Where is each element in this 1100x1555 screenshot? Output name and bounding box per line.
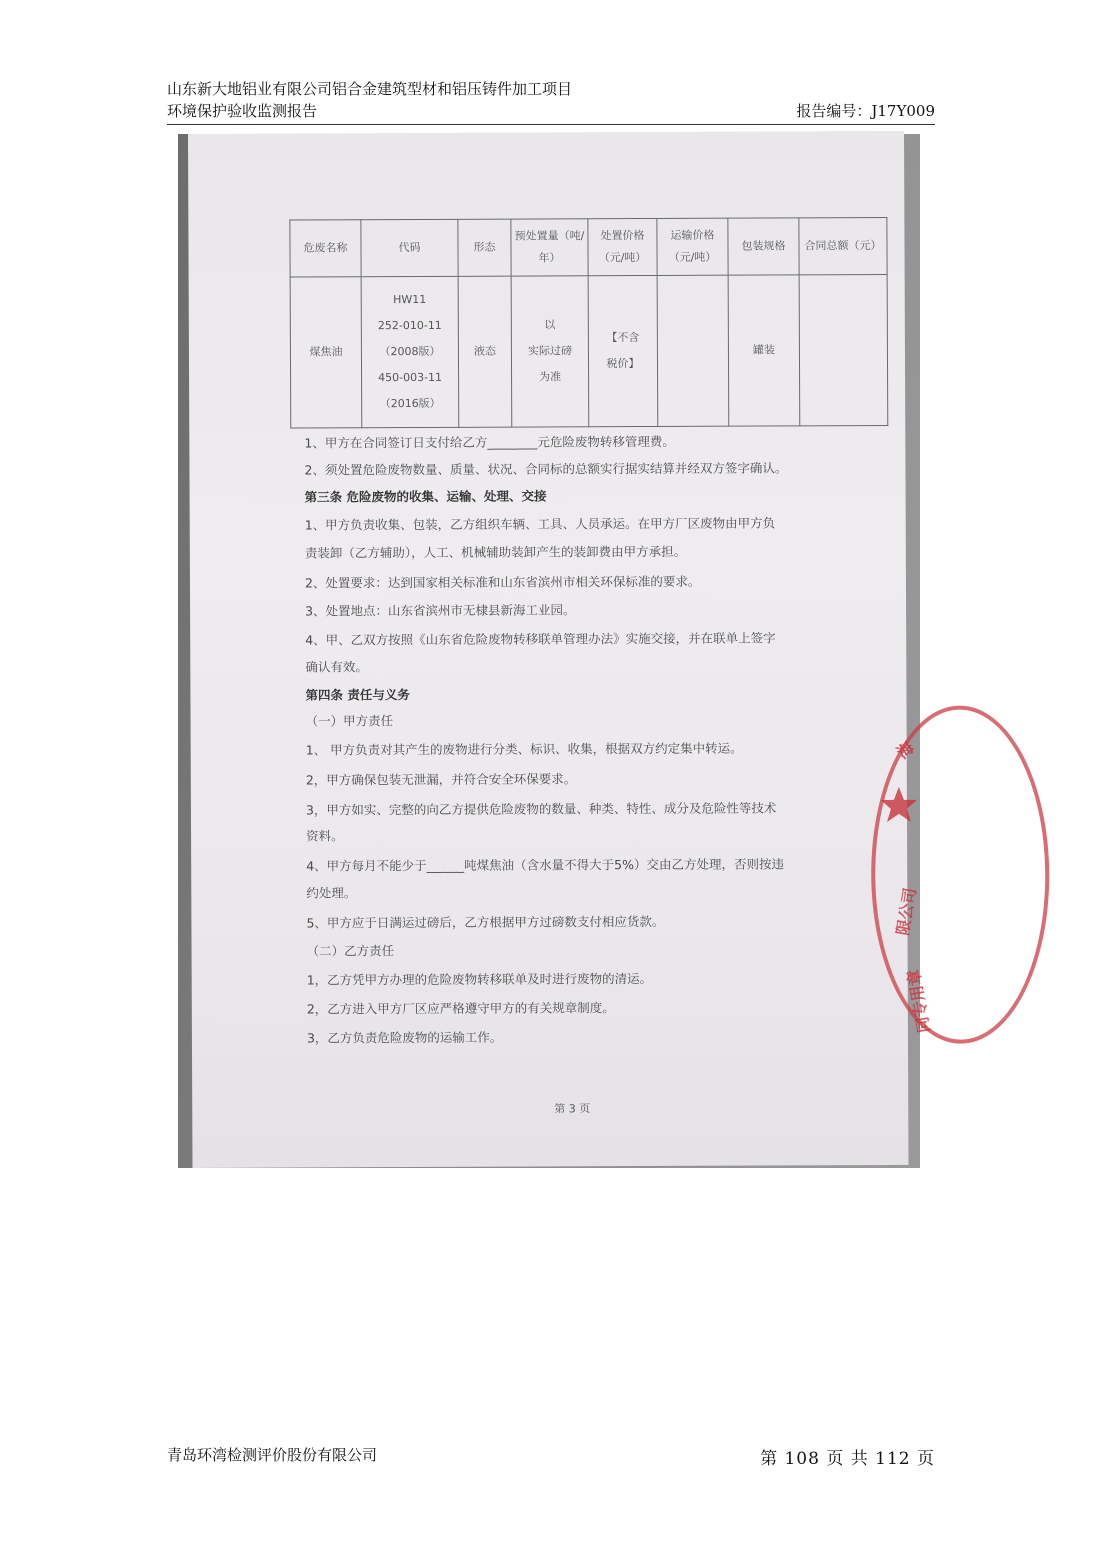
cell-quantity: 以 实际过磅 为准 [511,276,589,427]
text-line: 3、处置地点：山东省滨州市无棣县新海工业园。 [305,602,576,619]
text-line: 1、甲方在合同签订日支付给乙方________元危险废物转移管理费。 [304,433,675,451]
seal-star-icon [879,785,919,825]
cell-name: 煤焦油 [290,277,362,428]
text-line: 1、 甲方负责对其产生的废物进行分类、标识、收集，根据双方约定集中转运。 [305,740,743,758]
text-line: 2、处置要求：达到国家相关标准和山东省滨州市相关环保标准的要求。 [304,573,701,591]
seal-text: 海 [893,737,918,763]
cell-transport-price [657,275,729,426]
project-title: 山东新大地铝业有限公司铝合金建筑型材和铝压铸件加工项目 [167,80,573,98]
text-line: 3，乙方负责危险废物的运输工作。 [306,1029,503,1046]
th-disposal-price: 处置价格（元/吨） [588,218,657,275]
text-line: 确认有效。 [305,659,368,675]
footer-company: 青岛环湾检测评价股份有限公司 [167,1446,378,1464]
th-transport-price: 运输价格（元/吨） [657,218,728,275]
text-line: 1、甲方负责收集、包装，乙方组织车辆、工具、人员承运。在甲方厂区废物由甲方负 [304,515,776,533]
report-number: 报告编号：J17Y009 [796,102,935,120]
th-code: 代码 [361,219,458,276]
contract-paper [188,131,934,1168]
text-line: 5、甲方应于日满运过磅后，乙方根据甲方过磅数支付相应货款。 [306,913,665,931]
contract-page-number: 第 3 页 [554,1102,591,1116]
cell-packaging: 罐装 [728,275,800,426]
th-state: 形态 [458,219,511,276]
table-row [290,274,888,428]
text-line: 4、甲、乙双方按照《山东省危险废物转移联单管理办法》实施交接，并在联单上签字 [305,630,776,648]
report-header [167,78,935,122]
th-packaging: 包装规格 [728,218,799,275]
text-line: 2，乙方进入甲方厂区应严格遵守甲方的有关规章制度。 [306,1000,615,1017]
report-name: 环境保护验收监测报告 [167,102,318,120]
table-header-row [290,217,887,277]
text-line: 2，甲方确保包装无泄漏，并符合安全环保要求。 [305,771,577,788]
report-footer [167,1444,935,1469]
th-name: 危废名称 [290,220,361,277]
text-line: （二）乙方责任 [306,943,395,959]
text-line: 4、甲方每月不能少于______吨煤焦油（含水量不得大于5%）交由乙方处理，否则按违 [306,856,785,874]
text-line: 资料。 [306,828,344,844]
footer-page-info: 第 108 页 共 112 页 [760,1449,935,1469]
contract-photo [178,134,934,1168]
section-heading: 第四条 责任与义务 [305,687,410,703]
hazardous-waste-table [289,217,888,429]
text-line: 2、须处置危险废物数量、质量、状况、合同标的总额实行据实结算并经双方签字确认。 [304,460,788,478]
section-heading: 第三条 危险废物的收集、运输、处理、交接 [304,488,547,505]
header-line-2 [167,100,935,122]
cell-state: 液态 [458,276,512,427]
text-line: 责装卸（乙方辅助），人工、机械辅助装卸产生的装卸费由甲方承担。 [304,543,687,561]
contract-content [188,131,934,1168]
seal-text: 同专用章 [903,967,934,1035]
text-line: 3，甲方如实、完整的向乙方提供危险废物的数量、种类、特性、成分及危险性等技术 [305,800,777,818]
cell-disposal-price: 【不含 税价】 [588,275,658,426]
text-line: 1，乙方凭甲方办理的危险废物转移联单及时进行废物的清运。 [306,970,653,988]
text-line: 约处理。 [306,885,357,901]
th-total: 合同总额（元） [799,217,887,274]
seal-text: 限公司 [892,886,920,937]
header-rule [167,124,935,125]
text-line: （一）甲方责任 [305,713,394,729]
cell-code: HW11 252-010-11 （2008版） 450-003-11 （2016版） [361,276,459,427]
company-seal [871,705,1050,1044]
cell-total [799,274,888,425]
th-quantity: 预处置量（吨/年） [511,219,588,276]
contract-text [304,431,889,1046]
